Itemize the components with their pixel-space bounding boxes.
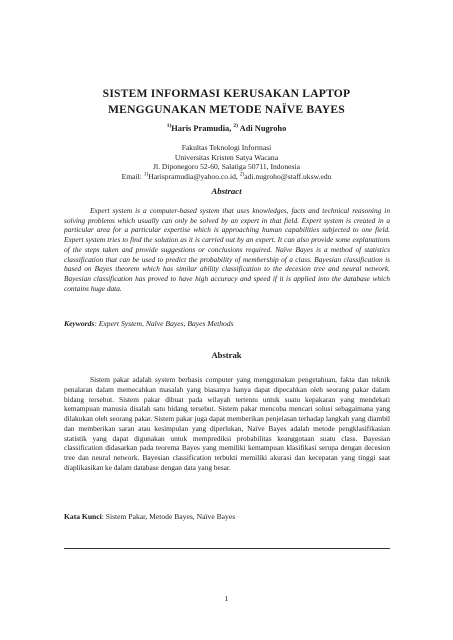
affiliation-faculty: Fakultas Teknologi Informasi [181,143,272,152]
paper-title [60,86,393,118]
keywords-text-english: : Expert System, Naïve Bayes, Bayes Methods [94,319,234,328]
author-list [60,124,393,134]
email-2[interactable]: adi.nugroho@staff.uksw.edu [244,171,332,181]
abstract-body-indonesian: Sistem pakar adalah system berbasis computer yang menggunakan pengetahuan, fakta dan teknik penalaran dalam memecahkan masalah yang biasanya hanya dapat dipecahkan oleh seorang pakar dalam bidang tersebut. Sistem pakar dibuat pada wilayah tertentu untuk suatu kepakaran yang mendekati kemampuan manusia disalah satu bidang tersebut. Sistem pakar mencoba mencari solusi sebagaimana yang dilakukan oleh seorang pakar. Sistem pakar juga dapat memberikan penjelasan terhadap langkah yang diambil dan memberikan saran atau kesimpulan yang diperlukan, Naïve Bayes adalah metode pengklasifikasian statistik yang dapat digunakan untuk memprediksi probabilitas keanggotaan suatu class. Bayesian classification didasarkan pada teorema Bayes yang memiliki kemampuan klasifikasi serupa dengan decesion tree dan neural network. Bayesian classification terbukti memiliki akurasi dan kecepatan yang tinggi saat diaplikasikan ke dalam database dengan data yang besar. [64,375,390,472]
affiliation-block [60,143,393,181]
author-1-marker: 1) [166,123,172,130]
abstract-body-english: Expert system is a computer-based system that uses knowledges, facts and technical reasoning in solving problems which usually can only be solved by an expert in that field. Expert system is created in a particular area for a particular expertise which is approaching human capabilities subjected to one field. Expert system tries to find the solution as it is carried out by an expert. It can also provide some explanations of the steps taken and provide suggestions or conclusions required. Naïve Bayes is a method of statistics classification that can be used to predict the probability of membership of a class. Bayesian classification is based on Bayes theorem which has similar ability classification to the decesion tree and neural network. Bayesian classification has proved to have high accuracy and speed if it is applied into the database which contains huge data. [64,206,390,293]
email-2-marker: 2) [239,171,245,178]
email-prefix: Email: [121,171,142,181]
footnote-divider [64,548,390,549]
email-1-marker: 1) [143,171,149,178]
author-2-marker: 2) [233,123,239,130]
keywords-english [64,319,394,328]
email-1[interactable]: Harispramudia@yahoo.co.id, [148,171,238,181]
keywords-label-indonesian: Kata Kunci [64,512,102,521]
affiliation-address: Jl. Diponegoro 52-60, Salatiga 50711, Indonesia [153,162,300,172]
affiliation-university: Universitas Kristen Satya Wacana [174,152,279,162]
keywords-text-indonesian: : Sistem Pakar, Metode Bayes, Naïve Bayes [101,512,236,521]
keywords-label-english: Keywords [64,319,95,328]
keywords-indonesian [64,512,394,521]
page-number: 1 [224,594,229,603]
abstract-heading-indonesian: Abstrak [211,350,242,360]
affiliation-email [60,172,393,182]
abstract-heading-english: Abstract [211,186,242,196]
author-2-name: Adi Nugroho [239,124,287,133]
author-1-name: Haris Pramudia, [171,124,232,133]
title-line-2: MENGGUNAKAN METODE NAÏVE BAYES [108,103,345,116]
title-line-1: SISTEM INFORMASI KERUSAKAN LAPTOP [102,87,351,100]
